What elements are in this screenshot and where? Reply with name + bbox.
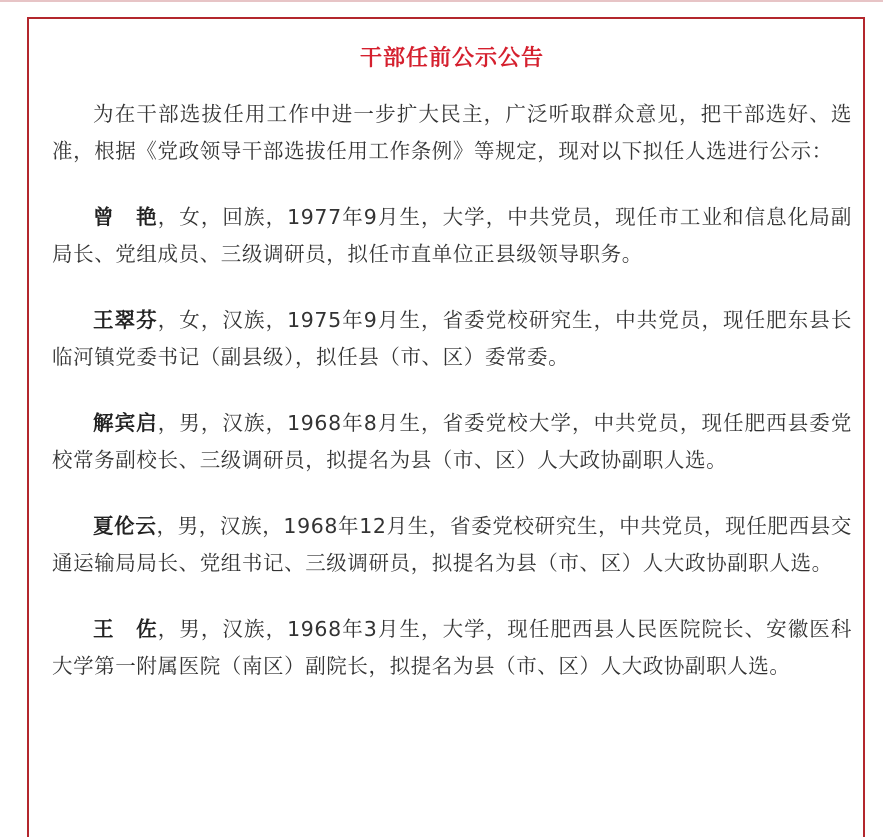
candidate-paragraph [52, 405, 852, 479]
candidate-name: 曾 艳 [93, 205, 158, 229]
notice-title: 干部任前公示公告 [359, 46, 544, 71]
candidate-details: ，男，汉族，1968年3月生，大学，现任肥西县人民医院院长、安徽医科大学第一附属医院（南区）副院长，拟提名为县（市、区）人大政协副职人选。 [52, 617, 852, 678]
candidate-name: 王 佐 [93, 617, 158, 641]
candidate-details: ，女，回族，1977年9月生，大学，中共党员，现任市工业和信息化局副局长、党组成员、三级调研员，拟任市直单位正县级领导职务。 [52, 205, 852, 266]
candidate-paragraph [52, 508, 852, 582]
candidate-paragraph [52, 302, 852, 376]
top-divider [0, 0, 883, 2]
candidate-name: 王翠芬 [93, 308, 158, 332]
candidate-name: 解宾启 [93, 411, 158, 435]
candidate-paragraph [52, 611, 852, 685]
intro-paragraph: 为在干部选拔任用工作中进一步扩大民主，广泛听取群众意见，把干部选好、选准，根据《党政领导干部选拔任用工作条例》等规定，现对以下拟任人选进行公示： [52, 102, 852, 163]
candidate-paragraph [52, 199, 852, 273]
candidate-details: ，男，汉族，1968年12月生，省委党校研究生，中共党员，现任肥西县交通运输局局长、党组书记、三级调研员，拟提名为县（市、区）人大政协副职人选。 [52, 514, 852, 575]
candidate-name: 夏伦云 [93, 514, 157, 538]
candidate-details: ，女，汉族，1975年9月生，省委党校研究生，中共党员，现任肥东县长临河镇党委书记（副县级），拟任县（市、区）委常委。 [52, 308, 852, 369]
notice-content [52, 40, 852, 714]
candidate-details: ，男，汉族，1968年8月生，省委党校大学，中共党员，现任肥西县委党校常务副校长、三级调研员，拟提名为县（市、区）人大政协副职人选。 [52, 411, 852, 472]
